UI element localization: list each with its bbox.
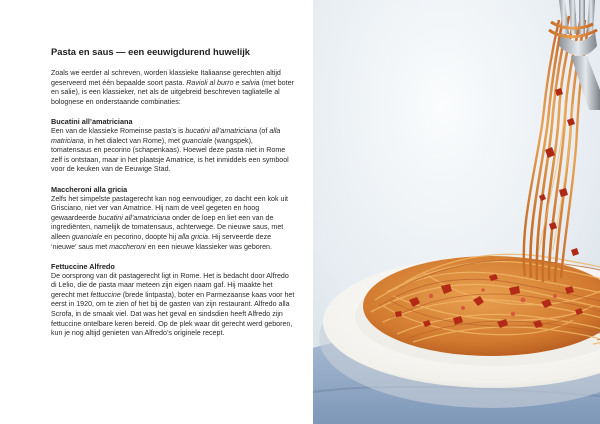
intro-paragraph: [51, 69, 295, 107]
italic-term: alla gricia: [178, 232, 208, 241]
article: [51, 46, 295, 339]
italic-term: alla matriciana: [51, 126, 281, 145]
section-heading-bucatini: Bucatini all’amatriciana: [51, 117, 133, 127]
text-run: (brede lintpasta), boter en Parmezaanse kaas voor het eerst in 1920, om te zien of het bij de gasten van zijn restaurant. Alfredo alla Scrofa, in de smaak viel. Dat was het geval en sindsdien heeft Alfredo zijn fettuccine ontelbare keren bereid. Op de plek waar dit gerecht werd geboren, kun je nog altijd genieten van Alfredo’s originele recept.: [51, 290, 295, 338]
text-run: en pecorino, doopte hij: [102, 232, 179, 241]
text-run: Zoals we eerder al schreven, worden klassieke Italiaanse gerechten altijd geserveerd met één bepaalde soort pasta.: [51, 69, 281, 87]
text-run: onder de loep en liet een van de ingrediënten, namelijk de tomatensaus, achterwege. De nieuwe saus, met alleen: [51, 213, 284, 241]
text-run: (of: [257, 126, 270, 135]
article-title: Pasta en saus — een eeuwigdurend huwelijk: [51, 46, 251, 57]
section-heading-fettuccine: Fettuccine Alfredo: [51, 262, 115, 272]
italic-term: Ravioli al burro e salvia: [186, 78, 260, 87]
spaghetti-illustration: [313, 0, 600, 424]
section-body-bucatini: [51, 127, 295, 175]
italic-term: bucatini all’amatriciana: [98, 213, 171, 222]
text-run: Zelfs het simpelste pastagerecht kan nog eenvoudiger, zo dacht een kok uit Grisciano, niet ver van Amatrice. Hij nam de veel gegeten en hoog gewaardeerde: [51, 194, 288, 222]
section-body-maccheroni: [51, 195, 295, 253]
text-run: . Hij serveerde deze ‘nieuwe’ saus met: [51, 232, 272, 251]
section-heading-maccheroni: Maccheroni alla gricia: [51, 184, 128, 194]
section-body-fettuccine: [51, 272, 295, 339]
text-run: De oorsprong van dit pastagerecht ligt in Rome. Het is bedacht door Alfredo di Lelio, die de pasta maar meteen zijn eigen naam gaf. Hij maakte het gerecht met: [51, 271, 289, 299]
italic-term: fettuccine: [90, 290, 121, 299]
italic-term: guanciale: [71, 232, 103, 241]
text-run: en een nieuwe klassieker was geboren.: [145, 242, 272, 251]
spaghetti-photo: [313, 0, 600, 424]
italic-term: bucatini all’amatriciana: [185, 126, 258, 135]
text-run: (wangspek), tomatensaus en pecorino (schapenkaas). Hoewel deze pasta niet in Rome zelf is ontstaan, maar in het plaatsje Amatrice, is het inmiddels een symbool voor de keuken van de Eeuwige Stad.: [51, 136, 289, 174]
italic-term: maccheroni: [109, 242, 146, 251]
text-run: Een van de klassieke Romeinse pasta’s is: [51, 126, 186, 135]
text-run: , in het dialect van Rome), met: [83, 136, 182, 145]
italic-term: guanciale: [181, 136, 213, 145]
text-run: (met boter en salie), is een klassieker, net als de uitgebreid beschreven tagliatelle al bolognese en onderstaande combinaties:: [51, 78, 294, 106]
